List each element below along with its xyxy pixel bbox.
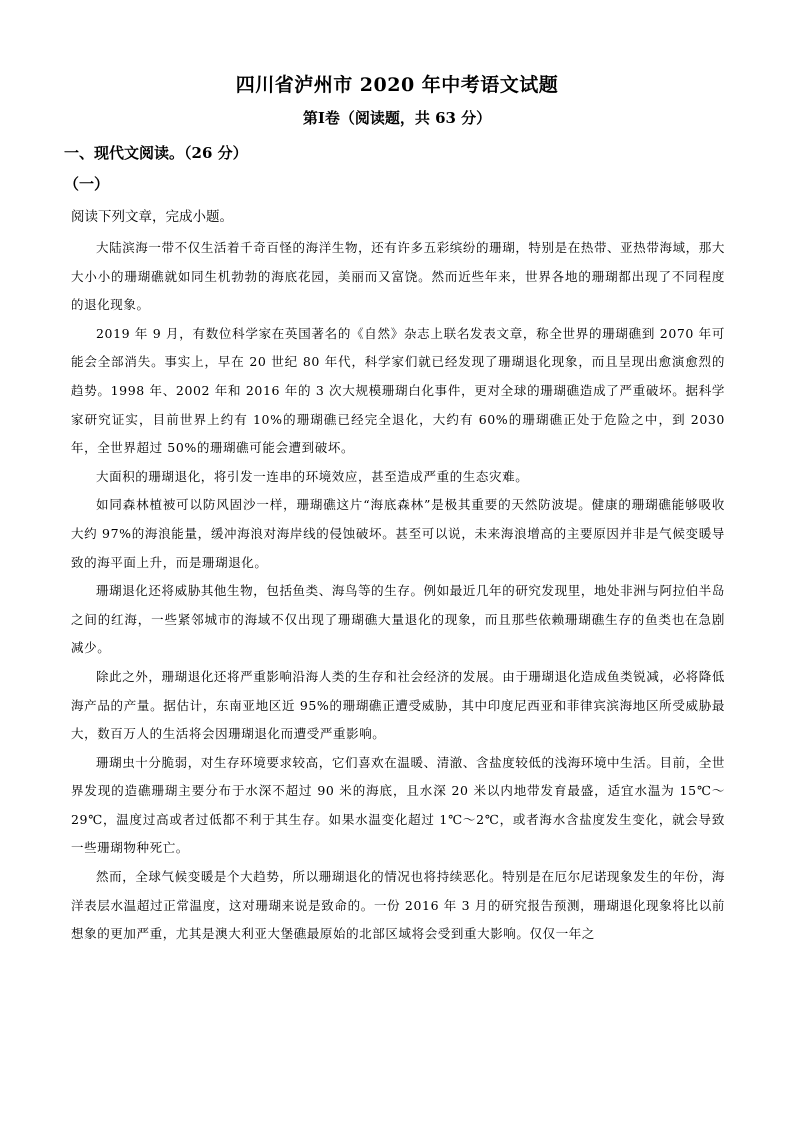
article-paragraph: 大面积的珊瑚退化，将引发一连串的环境效应，甚至造成严重的生态灾难。 xyxy=(96,468,529,484)
paper-subtitle: 第Ⅰ卷（阅读题，共 63 分） xyxy=(302,109,492,127)
reading-instruction: 阅读下列文章，完成小题。 xyxy=(71,209,233,225)
article-paragraph: 2019 年 9 月，有数位科学家在英国著名的《自然》杂志上联名发表文章，称全世界的珊瑚礁到 2070 年可能会全部消失。事实上，早在 20 世纪 80 年代，科学家们就已经发现了珊瑚退化现象，而且呈现出愈演愈烈的趋势。1998 年、2002 年和 2016 年的 3 次大规模珊瑚白化事件，更对全球的珊瑚礁造成了严重破坏。据科学家研究证实，目前世界上约有 10%的珊瑚礁已经完全退化，大约有 60%的珊瑚礁正处于危险之中，到 2030 年，全世界超过 50%的珊瑚礁可能会遭到破坏。 xyxy=(71,325,725,456)
article-paragraph: 珊瑚虫十分脆弱，对生存环境要求较高，它们喜欢在温暖、清澈、含盐度较低的浅海环境中生活。目前，全世界发现的造礁珊瑚主要分布于水深不超过 90 米的海底，且水深 20 米以内地带发育最盛，适宜水温为 15℃～29℃，温度过高或者过低都不利于其生存。如果水温变化超过 1℃～2℃，或者海水含盐度发生变化，就会导致一些珊瑚物种死亡。 xyxy=(71,754,725,856)
article-paragraph: 如同森林植被可以防风固沙一样，珊瑚礁这片“海底森林”是极其重要的天然防波堤。健康的珊瑚礁能够吸收大约 97%的海浪能量，缓冲海浪对海岸线的侵蚀破坏。甚至可以说，未来海浪增高的主要原因并非是气候变暖导致的海平面上升，而是珊瑚退化。 xyxy=(71,497,725,570)
reading-article xyxy=(71,234,725,949)
article-paragraph: 大陆滨海一带不仅生活着千奇百怪的海洋生物，还有许多五彩缤纷的珊瑚，特别是在热带、亚热带海域，那大大小小的珊瑚礁就如同生机勃勃的海底花园，美丽而又富饶。然而近些年来，世界各地的珊瑚都出现了不同程度的退化现象。 xyxy=(71,240,725,313)
article-paragraph: 珊瑚退化还将威胁其他生物，包括鱼类、海鸟等的生存。例如最近几年的研究发现里，地处非洲与阿拉伯半岛之间的红海，一些紧邻城市的海域不仅出现了珊瑚礁大量退化的现象，而且那些依赖珊瑚礁生存的鱼类也在急剧减少。 xyxy=(71,583,725,656)
section-heading: 一、现代文阅读。（26 分） xyxy=(64,144,248,162)
article-paragraph: 除此之外，珊瑚退化还将严重影响沿海人类的生存和社会经济的发展。由于珊瑚退化造成鱼类锐减，必将降低海产品的产量。据估计，东南亚地区近 95%的珊瑚礁正遭受威胁，其中印度尼西亚和菲律宾滨海地区所受威胁最大，数百万人的生活将会因珊瑚退化而遭受严重影响。 xyxy=(71,668,725,742)
part-heading: （一） xyxy=(64,175,110,193)
page-title: 四川省泸州市 2020 年中考语文试题 xyxy=(235,74,559,96)
article-paragraph: 然而，全球气候变暖是个大趋势，所以珊瑚退化的情况也将持续恶化。特别是在厄尔尼诺现象发生的年份，海洋表层水温超过正常温度，这对珊瑚来说是致命的。一份 2016 年 3 月的研究报告预测，珊瑚退化现象将比以前想象的更加严重，尤其是澳大利亚大堡礁最原始的北部区域将会受到重大影响。仅仅一年之 xyxy=(71,869,725,942)
